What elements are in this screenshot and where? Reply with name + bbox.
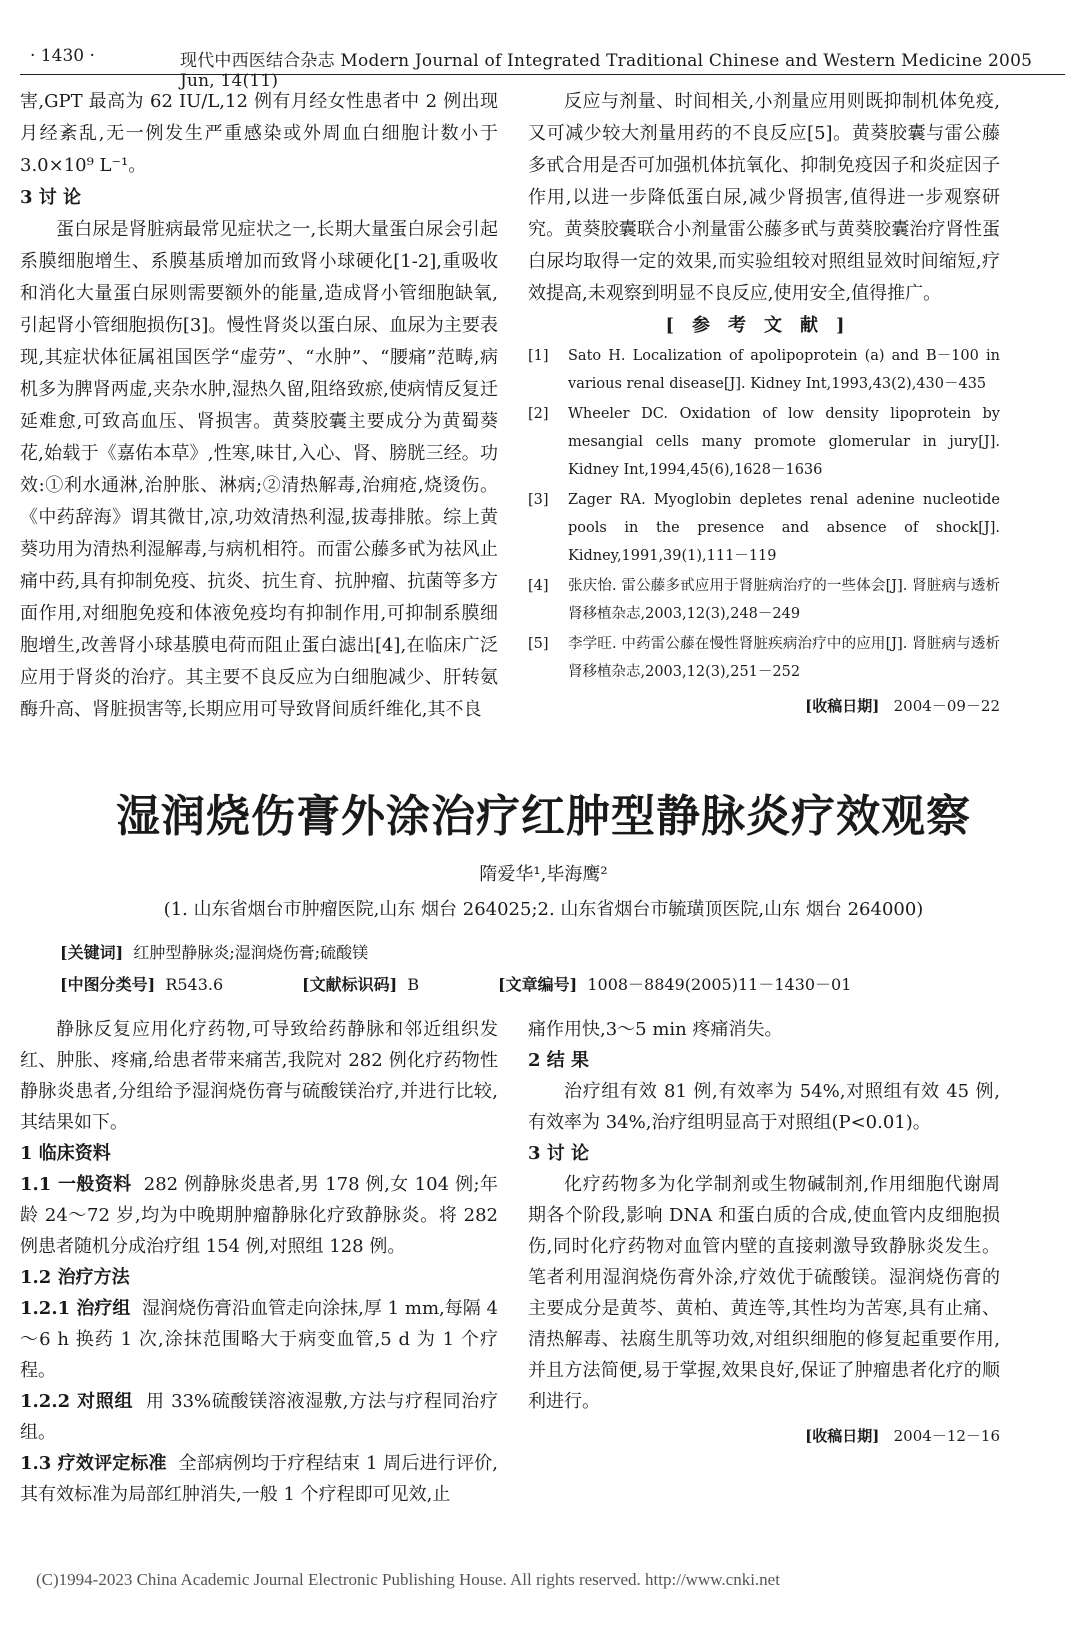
reference-list — [528, 342, 1000, 686]
section-heading: 3 讨 论 — [20, 187, 82, 208]
reference-item: [2] Wheeler DC. Oxidation of low density lipoprotein by mesangial cells many promote glomerular in jury[J]. Kidney Int,1994,45(6),1628－1636 — [528, 406, 1000, 478]
authors: 隋爱华¹,毕海鹰² — [479, 864, 608, 885]
paragraph: 1.2.1 治疗组 湿润烧伤膏沿血管走向涂抹,厚 1 mm,每隔 4～6 h 换药 1 次,涂抹范围略大于病变血管,5 d 为 1 个疗程。 — [20, 1298, 498, 1381]
left-column-bottom — [20, 1014, 498, 1510]
received-date: [收稿日期] 2004－12－16 — [805, 1427, 1000, 1445]
paragraph: 1.1 一般资料 282 例静脉炎患者,男 178 例,女 104 例;年龄 24～72 岁,均为中晚期肿瘤静脉化疗致静脉炎。将 282 例患者随机分成治疗组 154 例,对照组 128 例。 — [20, 1174, 498, 1257]
affiliation: (1. 山东省烟台市肿瘤医院,山东 烟台 264025;2. 山东省烟台市毓璜顶医院,山东 烟台 264000) — [163, 899, 924, 920]
running-header — [20, 40, 1065, 91]
paragraph: 1.3 疗效评定标准 全部病例均于疗程结束 1 周后进行评价,其有效标准为局部红肿消失,一般 1 个疗程即可见效,止 — [20, 1453, 498, 1505]
section-heading: 3 讨 论 — [528, 1143, 590, 1164]
references-heading: [参考文献] — [665, 315, 863, 336]
right-column-top — [528, 86, 1000, 722]
paragraph: 静脉反复应用化疗药物,可导致给药静脉和邻近组织发红、肿胀、疼痛,给患者带来痛苦,我院对 282 例化疗药物性静脉炎患者,分组给予湿润烧伤膏与硫酸镁治疗,并进行比较,其结果如下。 — [20, 1019, 498, 1133]
paragraph: 蛋白尿是肾脏病最常见症状之一,长期大量蛋白尿会引起系膜细胞增生、系膜基质增加而致肾小球硬化[1-2],重吸收和消化大量蛋白尿则需要额外的能量,造成肾小管细胞缺氧,引起肾小管细胞损伤[3]。慢性肾炎以蛋白尿、血尿为主要表现,其症状体征属祖国医学“虚劳”、“水肿”、“腰痛”范畴,病机多为脾肾两虚,夹杂水肿,湿热久留,阻络致瘀,使病情反复迁延难愈,可致高血压、肾损害。黄葵胶囊主要成分为黄蜀葵花,始载于《嘉佑本草》,性寒,味甘,入心、肾、膀胱三经。功效:①利水通淋,治肿胀、淋病;②清热解毒,治痈疮,烧烫伤。《中药辞海》谓其微甘,凉,功效清热利湿,拔毒排脓。综上黄葵功用为清热利湿解毒,与病机相符。而雷公藤多甙为祛风止痛中药,具有抑制免疫、抗炎、抗生育、抗肿瘤、抗菌等多方面作用,对细胞免疫和体液免疫均有抑制作用,可抑制系膜细胞增生,改善肾小球基膜电荷而阻止蛋白滤出[4],在临床广泛应用于肾炎的治疗。其主要不良反应为白细胞减少、肝转氨酶升高、肾脏损害等,长期应用可导致肾间质纤维化,其不良 — [20, 219, 498, 720]
paragraph: 化疗药物多为化学制剂或生物碱制剂,作用细胞代谢周期各个阶段,影响 DNA 和蛋白质的合成,使血管内皮细胞损伤,同时化疗药物对血管内壁的直接刺激导致静脉炎发生。笔者利用湿润烧伤膏外涂,疗效优于硫酸镁。湿润烧伤膏的主要成分是黄芩、黄柏、黄连等,其性均为苦寒,具有止痛、清热解毒、祛腐生肌等功效,对组织细胞的修复起重要作用,并且方法简便,易于掌握,效果良好,保证了肿瘤患者化疗的顺利进行。 — [528, 1174, 1000, 1412]
copyright-footer: (C)1994-2023 China Academic Journal Electronic Publishing House. All rights reserved. http://www.cnki.net — [36, 1570, 780, 1589]
paragraph: 痛作用快,3～5 min 疼痛消失。 — [528, 1019, 783, 1040]
subsection-heading: 1.2 治疗方法 — [20, 1267, 130, 1288]
reference-item: [1] Sato H. Localization of apolipoprotein (a) and B－100 in various renal disease[J]. Kidney Int,1993,43(2),430－435 — [528, 348, 1000, 392]
reference-item: [3] Zager RA. Myoglobin depletes renal adenine nucleotide pools in the presence and absence of shock[J]. Kidney,1991,39(1),111－119 — [528, 492, 1000, 564]
reference-item: [5] 李学旺. 中药雷公藤在慢性肾脏疾病治疗中的应用[J]. 肾脏病与透析肾移植杂志,2003,12(3),251－252 — [528, 636, 1000, 680]
left-column-top — [20, 86, 498, 726]
paragraph: 1.2.2 对照组 用 33%硫酸镁溶液湿敷,方法与疗程同治疗组。 — [20, 1391, 499, 1443]
paragraph: 害,GPT 最高为 62 IU/L,12 例有月经女性患者中 2 例出现月经紊乱,无一例发生严重感染或外周血白细胞计数小于 3.0×10⁹ L⁻¹。 — [20, 91, 498, 176]
section-heading: 2 结 果 — [528, 1050, 590, 1071]
article-title: 湿润烧伤膏外涂治疗红肿型静脉炎疗效观察 — [116, 791, 971, 842]
article-number: [文章编号] 1008－8849(2005)11－1430－01 — [498, 975, 852, 994]
page-number: · 1430 · — [30, 46, 95, 66]
received-date: [收稿日期] 2004－09－22 — [805, 697, 1000, 715]
paragraph: 反应与剂量、时间相关,小剂量应用则既抑制机体免疫,又可减少较大剂量用药的不良反应[5]。黄葵胶囊与雷公藤多甙合用是否可加强机体抗氧化、抑制免疫因子和炎症因子作用,以进一步降低蛋白尿,减少肾损害,值得进一步观察研究。黄葵胶囊联合小剂量雷公藤多甙与黄葵胶囊治疗肾性蛋白尿均取得一定的效果,而实验组较对照组显效时间缩短,疗效提高,未观察到明显不良反应,使用安全,值得推广。 — [528, 91, 1000, 304]
journal-title: 现代中西医结合杂志 Modern Journal of Integrated Traditional Chinese and Western Medicine 2005 Jun, 14(11) — [180, 51, 1033, 91]
paragraph: 治疗组有效 81 例,有效率为 54%,对照组有效 45 例,有效率为 34%,治疗组明显高于对照组(P<0.01)。 — [528, 1081, 1000, 1133]
classification-line: [中图分类号] R543.6 — [60, 975, 224, 994]
keywords: [关键词] 红肿型静脉炎;湿润烧伤膏;硫酸镁 — [60, 943, 369, 962]
reference-item: [4] 张庆怡. 雷公藤多甙应用于肾脏病治疗的一些体会[J]. 肾脏病与透析肾移植杂志,2003,12(3),248－249 — [528, 578, 1000, 622]
right-column-bottom — [528, 1014, 1000, 1452]
section-heading: 1 临床资料 — [20, 1143, 111, 1164]
document-code: [文献标识码] B — [302, 975, 420, 994]
